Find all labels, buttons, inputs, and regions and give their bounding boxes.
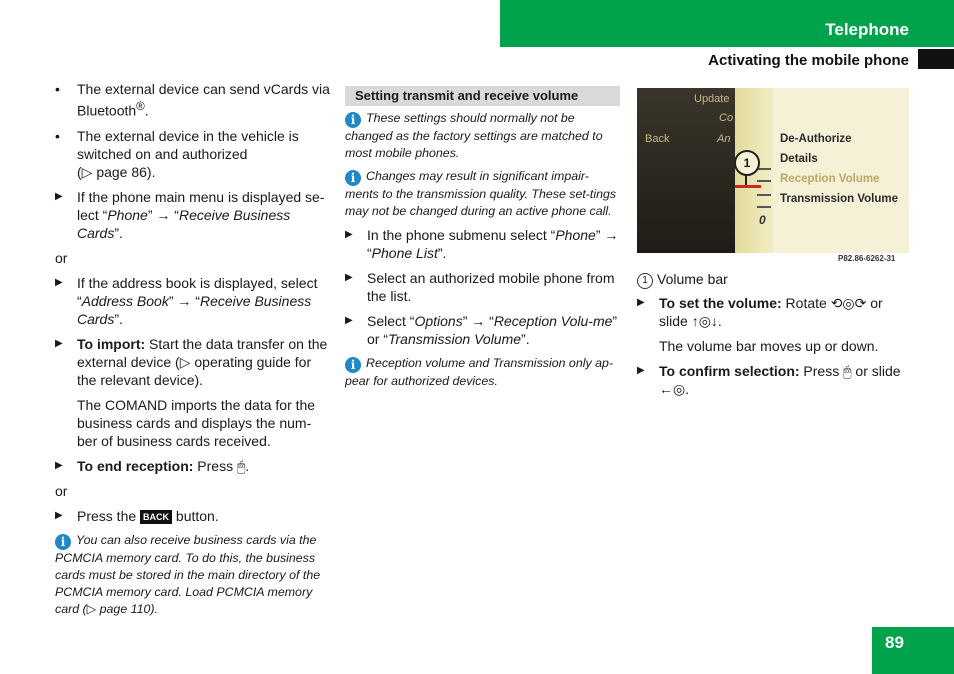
right-triangle-icon: ▶	[345, 272, 353, 283]
section-heading: Setting transmit and receive volume	[345, 86, 620, 106]
info-note: i Reception volume and Transmission only ap-pear for authorized devices.	[345, 356, 614, 388]
controller-slide-left-icon: ←◎	[659, 381, 686, 397]
right-triangle-icon: ▶	[55, 190, 63, 202]
bullet-dot: •	[55, 127, 60, 144]
info-note: i These settings should normally not be changed as the factory settings are matched to most mobile phones.	[345, 111, 603, 160]
step-result: The COMAND imports the data for the business cards and displays the num-ber of business cards received.	[77, 396, 316, 449]
volume-zero-label: 0	[759, 213, 766, 227]
right-triangle-icon: ▶	[55, 337, 63, 349]
step-result: The volume bar moves up or down.	[659, 338, 879, 354]
controller-rotate-icon: ⟲◎⟳	[830, 295, 867, 311]
info-icon: i	[345, 170, 361, 186]
section-title: Telephone	[825, 20, 909, 39]
image-caption: 1 Volume bar	[637, 270, 912, 289]
info-icon: i	[55, 534, 71, 550]
volume-tick	[757, 206, 771, 208]
list-item: • The external device in the vehicle is switched on and authorized (▷ page 86).	[55, 127, 299, 180]
list-item: • The external device can send vCards via Bluetooth®.	[55, 81, 330, 119]
screen-menu-item-selected: Reception Volume	[780, 173, 880, 185]
callout-marker: 1	[734, 150, 760, 176]
screen-menu-panel	[773, 88, 909, 253]
volume-tick	[757, 168, 771, 170]
or-text: or	[55, 249, 68, 266]
page-subtitle: Activating the mobile phone	[708, 52, 909, 69]
info-icon: i	[345, 112, 361, 128]
image-code: P82.86-6262-31	[838, 254, 896, 263]
step-item: ▶ To import: Start the data transfer on the external device (▷ operating guide for the relevant device).	[55, 335, 328, 388]
screen-left-item: Update	[694, 93, 730, 105]
step-item: ▶ If the phone main menu is displayed se-lect “Phone” → “Receive Business Cards”.	[55, 188, 325, 241]
volume-tick	[757, 194, 771, 196]
screen-left-item: Co	[719, 112, 734, 124]
controller-press-icon: 🖱	[843, 363, 852, 379]
right-triangle-icon: ▶	[345, 315, 353, 326]
controller-press-icon: 🖱	[237, 457, 246, 474]
right-triangle-icon: ▶	[637, 297, 645, 308]
step-item: ▶ Select “Options” → “Reception Volu-me” or “Transmission Volume”.	[345, 313, 618, 347]
column-3	[637, 270, 912, 405]
screen-left-item: Back	[645, 133, 670, 145]
step-item: ▶ Select an authorized mobile phone from the list.	[345, 270, 615, 304]
info-note: i Changes may result in significant impair-ments to the transmission quality. These set-tings may not be changed during an active phone call.	[345, 169, 617, 218]
callout-number: 1	[637, 273, 653, 289]
right-triangle-icon: ▶	[345, 229, 353, 240]
info-icon: i	[345, 357, 361, 373]
screen-left-item: An	[717, 133, 731, 145]
right-arrow-icon: →	[177, 292, 192, 309]
callout-line	[745, 174, 747, 185]
column-2	[345, 86, 620, 396]
volume-tick	[757, 180, 771, 182]
info-note: i You can also receive business cards via the PCMCIA memory card. To do this, the business cards must be stored in the main directory of the PCMCIA memory card. Load PCMCIA memory card (▷ page 110).	[55, 532, 321, 616]
right-arrow-icon: →	[604, 227, 619, 243]
right-triangle-icon: ▶	[637, 365, 645, 376]
right-triangle-icon: ▶	[55, 276, 63, 288]
step-item: ▶ To confirm selection: Press 🖱 or slide ←◎.	[637, 363, 901, 397]
controller-slide-updown-icon: ↑◎↓	[691, 313, 718, 329]
right-arrow-icon: →	[156, 206, 171, 223]
right-triangle-icon: ▶	[55, 459, 63, 471]
screen-menu-item: De-Authorize	[780, 133, 852, 145]
page-number: 89	[885, 633, 904, 652]
bullet-dot: •	[55, 81, 60, 97]
back-key-icon: BACK	[140, 510, 172, 524]
or-text: or	[55, 482, 68, 499]
step-item: ▶ Press the BACK button.	[55, 507, 219, 524]
screen-menu-item: Transmission Volume	[780, 193, 899, 205]
step-item: ▶ To end reception: Press 🖱.	[55, 457, 250, 474]
volume-level-marker	[735, 185, 761, 188]
screen-menu-item: Details	[780, 153, 818, 165]
step-item: ▶ To set the volume: Rotate ⟲◎⟳ or slide ↑◎↓.	[637, 295, 883, 329]
column-1	[55, 80, 330, 624]
step-item: ▶ In the phone submenu select “Phone” → “Phone List”.	[345, 227, 619, 261]
step-item: ▶ If the address book is displayed, select “Address Book” → “Receive Business Cards”.	[55, 274, 318, 327]
section-tab	[918, 49, 954, 69]
right-arrow-icon: →	[471, 313, 486, 329]
screenshot-image	[637, 88, 909, 253]
right-triangle-icon: ▶	[55, 509, 63, 521]
